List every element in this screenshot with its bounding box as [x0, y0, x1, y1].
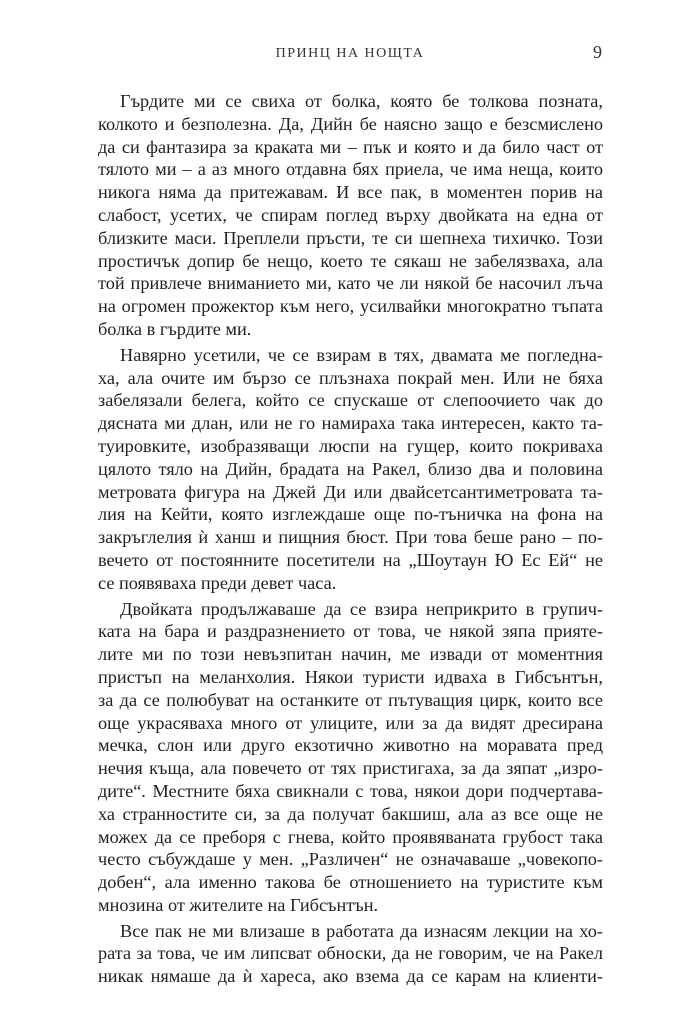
- paragraph: [98, 90, 603, 341]
- text-line: мечка, слон или друго екзотично животно на моравата пред: [98, 735, 603, 756]
- text-line: Навярно усетили, че се взирам в тях, двамата ме погледна-: [120, 344, 603, 365]
- text-line: никога няма да притежавам. И все пак, в моментен порив на: [98, 182, 603, 203]
- text-line: още украсяваха много от улиците, или за да видят дресирана: [98, 712, 603, 733]
- text-line: за да се полюбуват на останките от пътуващия цирк, които все: [98, 689, 603, 710]
- text-line: рата за това, че им липсват обноски, да не говорим, че на Ракел: [98, 943, 603, 964]
- text-line: ката на бара и раздразнението от това, че някой зяпа прияте-: [98, 621, 603, 642]
- text-line: можех да се преборя с гнева, който проявяваната грубост така: [98, 826, 603, 847]
- text-line: да си фантазира за краката ми – пък и която и да било част от: [98, 136, 603, 157]
- text-line: дите“. Местните бяха свикнали с това, някои дори подчертава-: [98, 780, 603, 801]
- text-line: лия на Кейти, която изглеждаше още по-тъничка на фона на: [98, 504, 603, 525]
- text-line: вечето от постоянните посетители на „Шоутаун Ю Ес Ей“ не: [98, 549, 603, 570]
- text-line: тялото ми – а аз много отдавна бях приела, че има неща, които: [98, 159, 603, 180]
- text-line: често събуждаше у мен. „Различен“ не означаваше „човекопо-: [98, 849, 603, 870]
- text-line: никак нямаше да ѝ хареса, ако взема да се карам на клиенти-: [98, 966, 603, 987]
- text-line: Все пак не ми влизаше в работата да изнасям лекции на хо-: [120, 920, 603, 941]
- running-title: ПРИНЦ НА НОЩТА: [275, 46, 425, 61]
- paragraph: [98, 598, 603, 917]
- text-line: простичък допир бе нещо, което те сякаш не забелязваха, ала: [98, 250, 603, 271]
- text-line: Гърдите ми се свиха от болка, която бе толкова позната,: [120, 91, 603, 111]
- text-line: пристъп на меланхолия. Някои туристи идваха в Гибсънтън,: [98, 666, 603, 687]
- text-line: на огромен прожектор към него, усилвайки многократно тъпата: [98, 296, 603, 317]
- text-line: ха странностите си, за да получат бакшиш, ала аз все още не: [98, 803, 603, 824]
- paragraph: [98, 344, 603, 595]
- text-line: забелязали белега, който се спускаше от слепоочието чак до: [98, 390, 603, 411]
- text-line: се появяваха преди девет часа.: [98, 572, 337, 593]
- text-line: цялото тяло на Дийн, брадата на Ракел, близо два и половина: [98, 458, 603, 479]
- text-line: мнозина от жителите на Гибсънтън.: [98, 894, 379, 915]
- text-line: ха, ала очите им бързо се плъзнаха покрай мен. Или не бяха: [98, 367, 603, 388]
- body-text: [98, 90, 603, 990]
- page-number: 9: [593, 42, 602, 62]
- text-line: близките маси. Преплели пръсти, те си шепнеха тихичко. Този: [98, 227, 603, 248]
- text-line: туировките, изобразяващи люспи на гущер, които покриваха: [98, 435, 603, 456]
- text-line: метровата фигура на Джей Ди или двайсетсантиметровата та-: [98, 481, 603, 502]
- text-line: закръглелия ѝ ханш и пищния бюст. При това беше рано – по-: [98, 527, 603, 548]
- text-line: слабост, усетих, че спирам поглед върху двойката на една от: [98, 204, 603, 225]
- paragraph: [98, 920, 603, 988]
- text-line: лите ми по този невъзпитан начин, ме извади от моментния: [98, 644, 603, 665]
- text-line: Двойката продължаваше да се взира неприкрито в групич-: [120, 598, 603, 619]
- text-line: колкото и безполезна. Да, Дийн бе наясно защо е безсмислено: [98, 113, 603, 134]
- text-line: дясната ми длан, или не го намираха така интересен, както та-: [98, 413, 603, 434]
- text-line: болка в гърдите ми.: [98, 318, 252, 339]
- text-line: той привлече вниманието ми, като че ли някой бе насочил лъча: [98, 273, 603, 294]
- text-line: добен“, ала именно такова бе отношението на туристите към: [98, 872, 603, 893]
- text-line: нечия къща, ала повечето от тях пристигаха, за да зяпат „изро-: [98, 758, 603, 779]
